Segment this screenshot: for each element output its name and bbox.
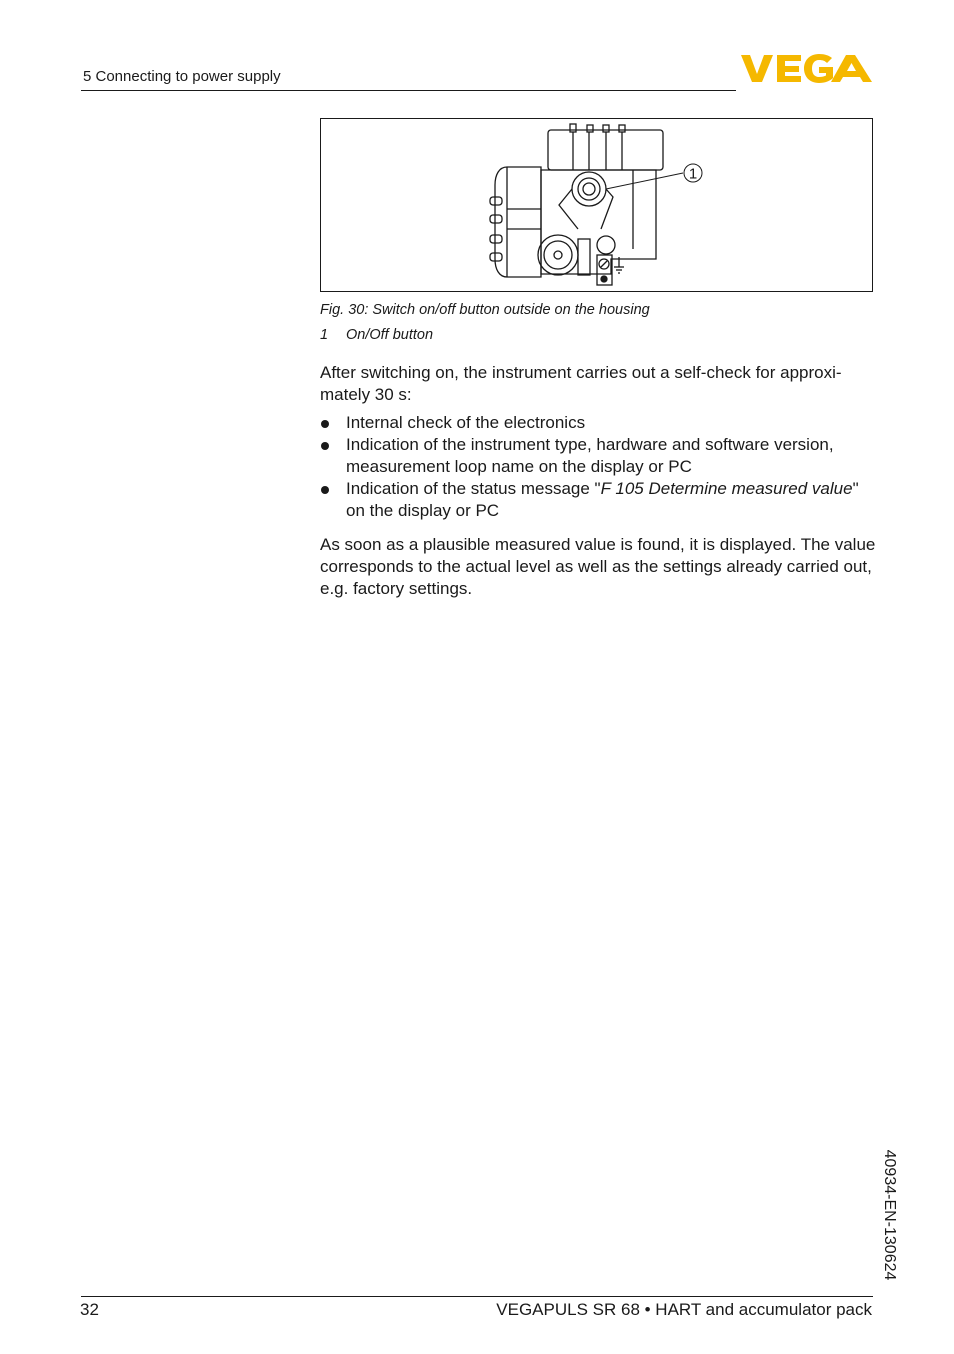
footer-rule <box>81 1296 873 1297</box>
bullet-icon <box>321 420 329 428</box>
bullet-icon <box>321 442 329 450</box>
running-header: 5 Connecting to power supply <box>83 68 281 85</box>
intro-paragraph: After switching on, the instrument carries out a self-check for approxi-mately 30 s: <box>320 363 842 404</box>
figure-frame <box>320 118 873 292</box>
footer-document-title: VEGAPULS SR 68 • HART and accumulator pack <box>496 1300 872 1319</box>
list-item-text-pre: Indication of the status message " <box>346 479 601 498</box>
list-item-text: Indication of the instrument type, hardware and software version, measurement loop name on the display or PC <box>346 435 834 476</box>
list-item-text: Internal check of the electronics <box>346 413 586 432</box>
figure-legend-item <box>320 327 433 343</box>
legend-label: On/Off button <box>346 327 434 343</box>
list-item <box>320 412 876 434</box>
list-item-text-post: " on the display or PC <box>346 479 859 520</box>
self-check-list <box>320 412 876 522</box>
legend-number: 1 <box>320 327 329 343</box>
list-item <box>320 434 876 478</box>
vega-logo <box>741 53 872 84</box>
figure-callout-number: 1 <box>688 165 698 183</box>
page-number: 32 <box>80 1300 99 1319</box>
bullet-icon <box>321 486 329 494</box>
header-rule <box>81 90 736 91</box>
document-code-text: 40934-EN-130624 <box>881 1149 898 1281</box>
document-code <box>874 1140 904 1290</box>
list-item <box>320 478 876 522</box>
vega-logo-graphic <box>741 53 872 84</box>
figure-caption: Fig. 30: Switch on/off button outside on the housing <box>320 302 650 318</box>
status-message: F 105 Determine measured value <box>600 479 853 498</box>
housing-drawing <box>321 119 872 291</box>
closing-paragraph: As soon as a plausible measured value is found, it is displayed. The value corresponds to the actual level as well as the settings already carried out, e.g. factory settings. <box>320 535 876 598</box>
